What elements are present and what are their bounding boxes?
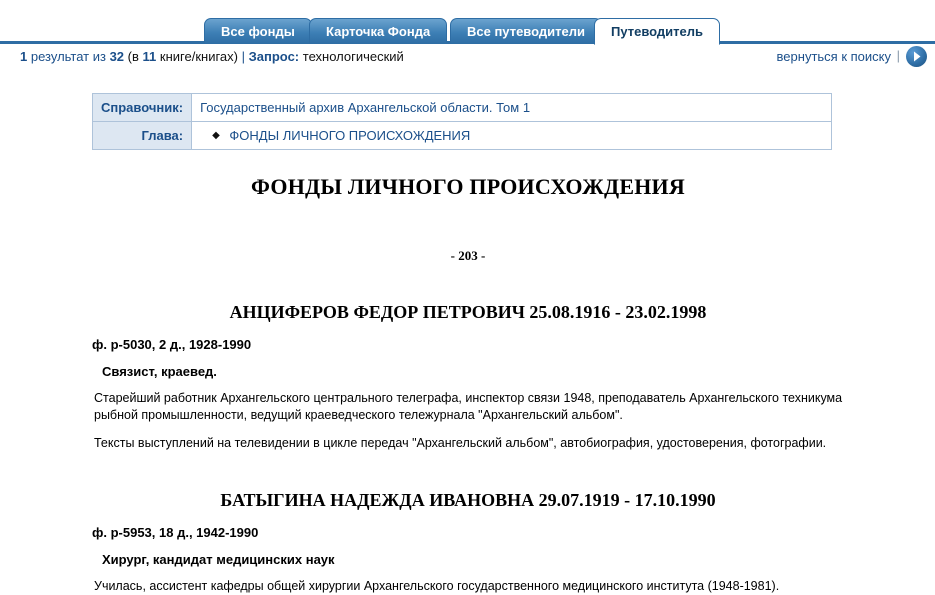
entry-occupation: Связист, краевед. (102, 364, 217, 379)
entry-title: АНЦИФЕРОВ ФЕДОР ПЕТРОВИЧ 25.08.1916 - 23.02.1998 (229, 302, 707, 322)
books-count: 11 (142, 49, 157, 64)
arrow-right-icon[interactable] (906, 46, 927, 67)
toolbar-divider: | (896, 48, 900, 63)
entry-occupation: Хирург, кандидат медицинских наук (102, 552, 335, 567)
query-value: технологический (302, 49, 404, 64)
result-summary (20, 49, 404, 64)
result-separator: | (241, 49, 246, 64)
result-bar (0, 46, 935, 70)
table-row (93, 94, 832, 122)
guide-info-table (92, 93, 832, 150)
document-body (88, 168, 848, 595)
entry (88, 302, 848, 452)
entry-paragraph: Старейший работник Архангельского центрального телеграфа, инспектор связи 1948, преподаватель Архангельского техникума рыбной промышленности, ведущий краеведческого тележурнала "Архангельский альбом". (94, 391, 843, 422)
entry (88, 490, 848, 595)
entry-paragraph: Тексты выступлений на телевидении в цикле передач "Архангельский альбом", автобиография, удостоверения, фотографии. (94, 436, 827, 450)
chapter-value (192, 122, 832, 150)
entry-paragraph: Училась, ассистент кафедры общей хирургии Архангельского государственного медицинского института (1948-1981). (94, 579, 780, 593)
handbook-label: Справочник: (93, 94, 192, 122)
entry-title: БАТЫГИНА НАДЕЖДА ИВАНОВНА 29.07.1919 - 17.10.1990 (220, 490, 716, 510)
entry-fund: ф. р-5953, 18 д., 1942-1990 (92, 525, 259, 540)
tab-all-funds[interactable]: Все фонды (204, 18, 312, 44)
handbook-value (192, 94, 832, 122)
table-row (93, 122, 832, 150)
result-total: 32 (109, 49, 125, 64)
tab-bar (0, 0, 935, 44)
query-label: Запрос: (248, 49, 300, 64)
handbook-link[interactable]: Государственный архив Архангельской области. Том 1 (200, 100, 531, 115)
diamond-bullet-icon: ◆ (212, 130, 220, 141)
result-count-word: результат из (30, 49, 106, 64)
page-number: - 203 - (450, 248, 486, 263)
tab-all-guides[interactable]: Все путеводители (450, 18, 602, 44)
tab-fund-card[interactable]: Карточка Фонда (309, 18, 447, 44)
page-title: ФОНДЫ ЛИЧНОГО ПРОИСХОЖДЕНИЯ (251, 174, 685, 199)
tab-guide[interactable]: Путеводитель (594, 18, 720, 45)
entry-fund: ф. р-5030, 2 д., 1928-1990 (92, 337, 252, 352)
back-to-search-link[interactable]: вернуться к поиску (776, 49, 891, 64)
chapter-link[interactable]: ФОНДЫ ЛИЧНОГО ПРОИСХОЖДЕНИЯ (229, 128, 471, 143)
books-word: книге/книгах) (159, 49, 238, 64)
result-count: 1 (20, 49, 28, 64)
books-prefix: (в (127, 49, 139, 64)
chapter-label: Глава: (93, 122, 192, 150)
